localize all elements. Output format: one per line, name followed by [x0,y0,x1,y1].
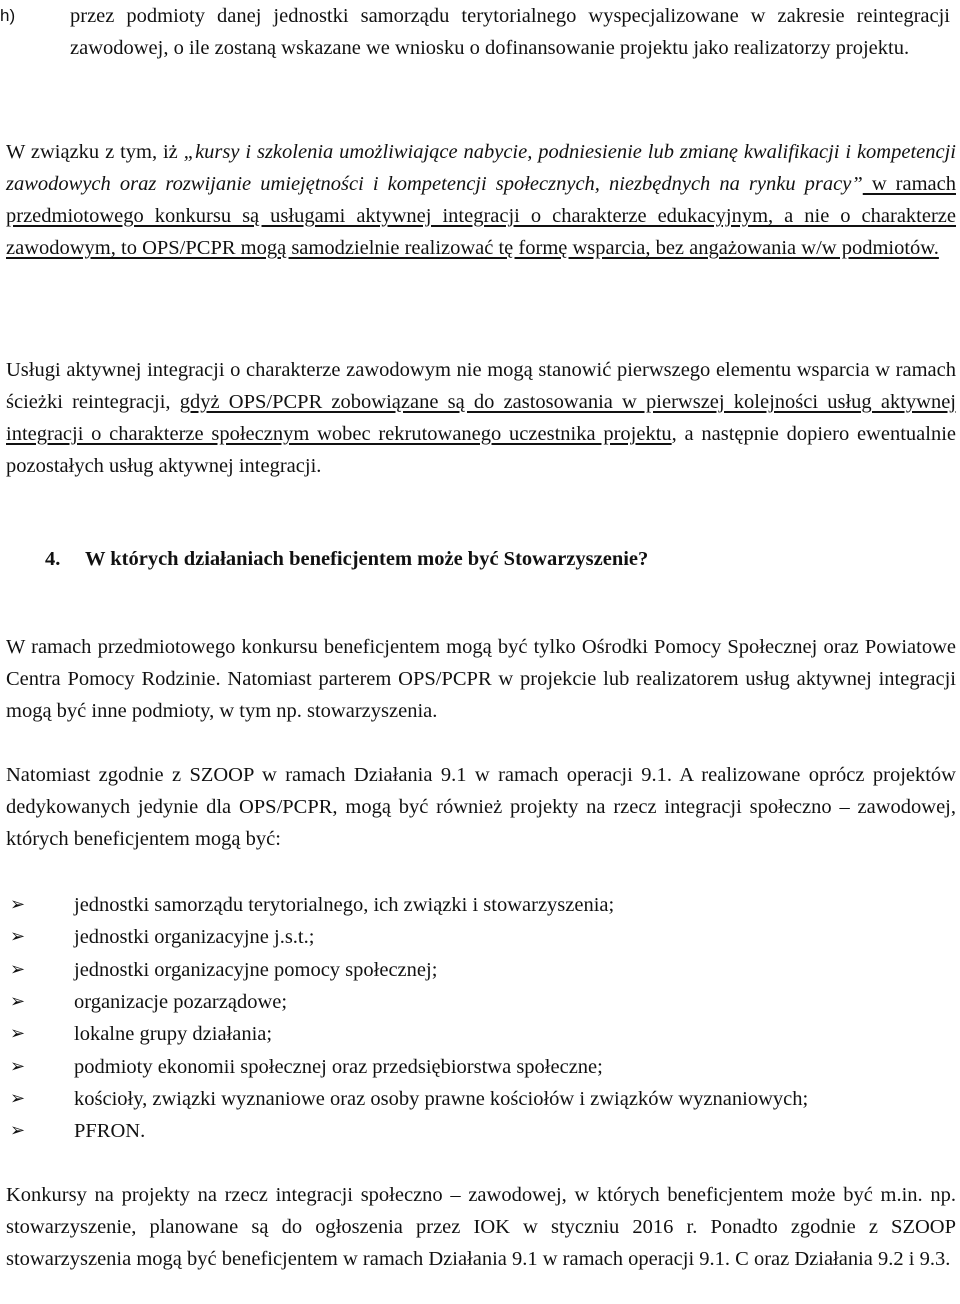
list-item-text: podmioty ekonomii społecznej oraz przedsiębiorstwa społeczne; [74,1055,603,1078]
paragraph-tail: , a następnie dopiero ewentualnie pozostałych usług aktywnej integracji. [6,423,956,477]
arrow-bullet-icon: ➢ [10,894,26,916]
paragraph-courses [6,136,956,264]
list-item [6,954,956,986]
list-item [6,986,956,1018]
list-item [6,1115,956,1147]
list-item [6,1018,956,1050]
list-marker: h) [0,6,16,25]
list-item-text: organizacje pozarządowe; [74,991,288,1014]
list-item-text: przez podmioty danej jednostki samorządu terytorialnego wyspecjalizowane w zakresie reintegracji zawodowej, o ile zostaną wskazane we wniosku o dofinansowanie projektu jako realizatorzy projektu. [70,5,950,59]
list-item [6,1050,956,1082]
section-heading [45,543,648,575]
list-item [6,1083,956,1115]
paragraph-services [6,354,956,482]
arrow-bullet-icon: ➢ [10,1087,26,1109]
paragraph-competitions: Konkursy na projekty na rzecz integracji społeczno – zawodowej, w których beneficjentem może być m.in. np. stowarzyszenie, planowane są do ogłoszenia przez IOK w styczniu 2016 r. Ponadto zgodnie z SZOOP stowarzyszenia mogą być beneficjentem w ramach Działania 9.1 w ramach operacji 9.1. C oraz Działania 9.2 i 9.3. [6,1184,956,1270]
list-item [6,921,956,953]
paragraph-szoop: Natomiast zgodnie z SZOOP w ramach Działania 9.1 w ramach operacji 9.1. A realizowane oprócz projektów dedykowanych jedynie dla OPS/PCPR, mogą być również projekty na rzecz integracji społeczno – zawodowej, których beneficjentem mogą być: [6,764,956,850]
heading-text: W których działaniach beneficjentem może być Stowarzyszenie? [85,548,649,570]
list-item [6,889,956,921]
underlined-text: gdyż OPS/PCPR zobowiązane są do zastosowania w pierwszej kolejności usług aktywnej integracji o charakterze społecznym wobec rekrutowanego uczestnika projektu [6,391,956,445]
list-item-h [0,0,950,64]
arrow-bullet-icon: ➢ [10,958,26,980]
list-item-text: lokalne grupy działania; [74,1023,273,1046]
arrow-bullet-icon: ➢ [10,991,26,1013]
list-item-text: PFRON. [74,1120,146,1143]
underlined-text: w ramach przedmiotowego konkursu są usługami aktywnej integracji o charakterze edukacyjnym, a nie o charakterze zawodowym, to OPS/PCPR mogą samodzielnie realizować tę formę wsparcia, bez angażowania w/w podmiotów. [6,173,956,259]
arrow-bullet-icon: ➢ [10,1120,26,1142]
beneficiary-list [6,889,956,1147]
heading-number: 4. [45,548,61,570]
list-item-text: jednostki organizacyjne j.s.t.; [74,926,315,949]
arrow-bullet-icon: ➢ [10,926,26,948]
paragraph-lead: W związku z tym, iż [6,141,184,163]
arrow-bullet-icon: ➢ [10,1055,26,1077]
paragraph-beneficiaries: W ramach przedmiotowego konkursu beneficjentem mogą być tylko Ośrodki Pomocy Społecznej oraz Powiatowe Centra Pomocy Rodzinie. Natomiast parterem OPS/PCPR w projekcie lub realizatorem usług aktywnej integracji mogą być inne podmioty, w tym np. stowarzyszenia. [6,636,956,722]
paragraph-lead: Usługi aktywnej integracji o charakterze zawodowym nie mogą stanowić pierwszego elementu wsparcia w ramach ścieżki reintegracji, [6,359,956,413]
italic-quote: „kursy i szkolenia umożliwiające nabycie, podniesienie lub zmianę kwalifikacji i kompetencji zawodowych oraz rozwijanie umiejętności i kompetencji społecznych, niezbędnych na rynku pracy” [6,141,956,195]
list-item-text: jednostki organizacyjne pomocy społecznej; [74,958,438,981]
list-item-text: jednostki samorządu terytorialnego, ich związki i stowarzyszenia; [74,894,615,917]
arrow-bullet-icon: ➢ [10,1023,26,1045]
list-item-text: kościoły, związki wyznaniowe oraz osoby prawne kościołów i związków wyznaniowych; [74,1087,809,1110]
